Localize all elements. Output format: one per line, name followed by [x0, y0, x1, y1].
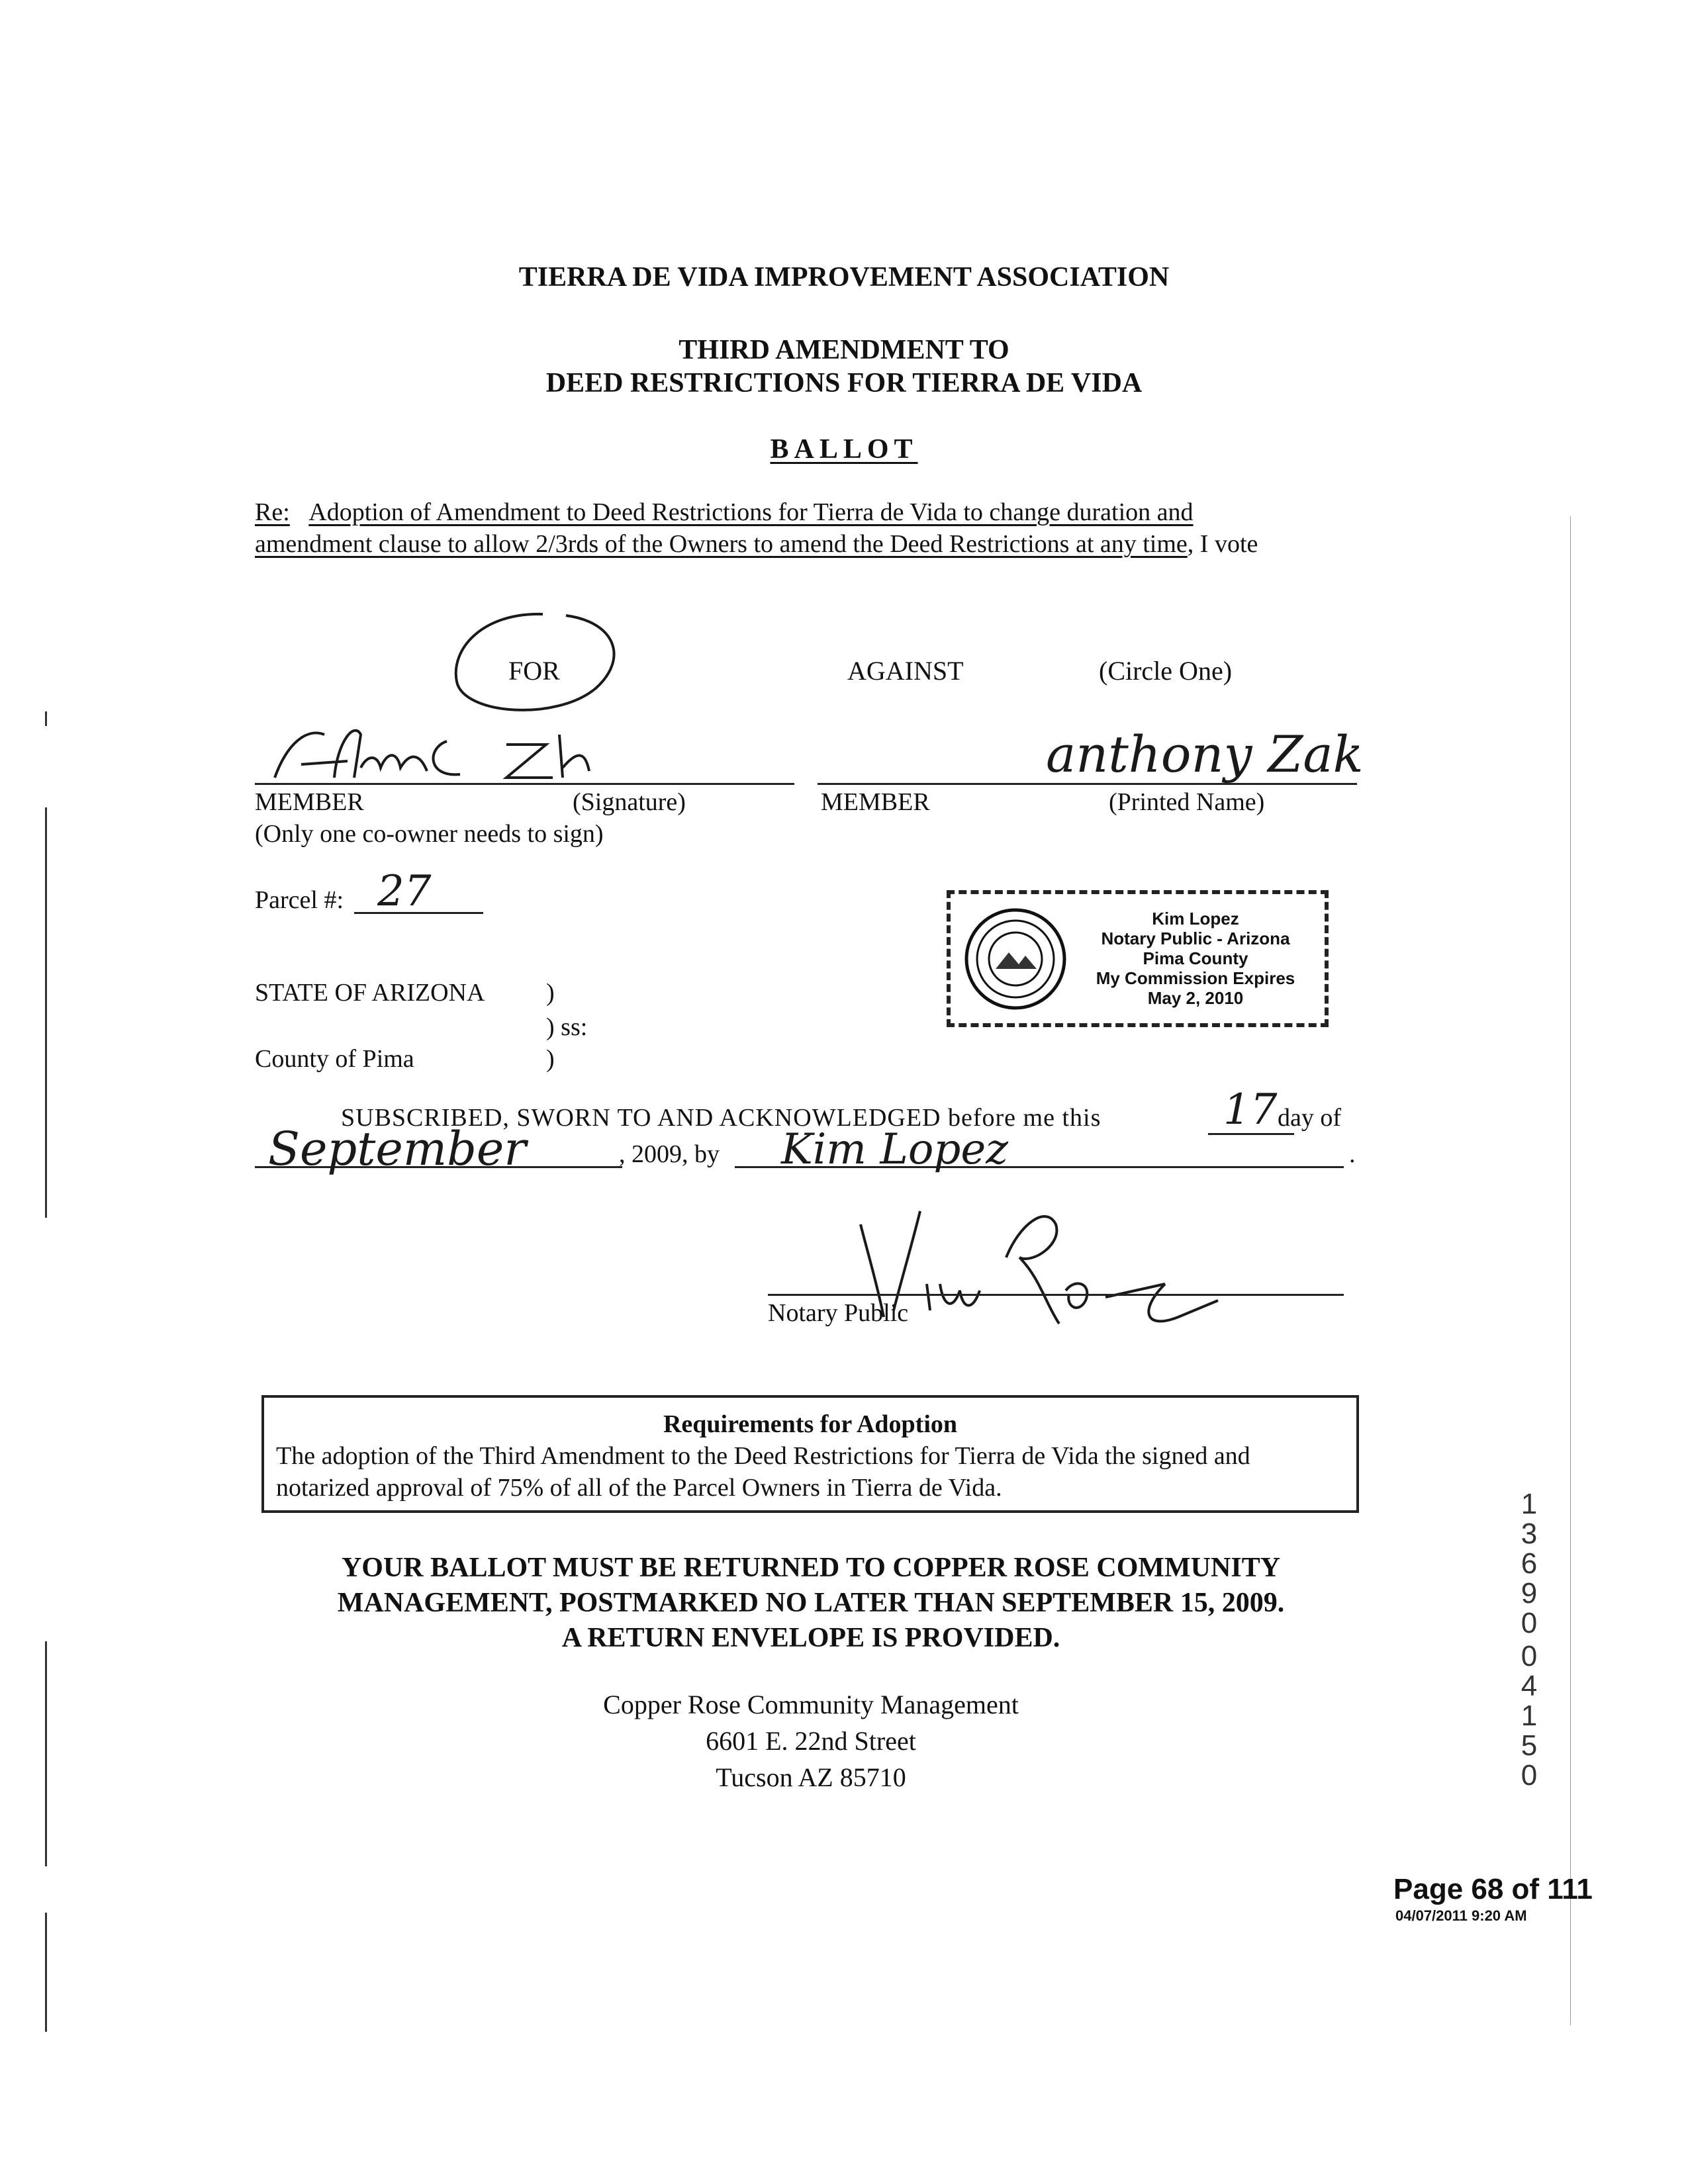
- requirements-body: The adoption of the Third Amendment to the Deed Restrictions for Tierra de Vida the signed and notarized approval of 75% of all of the Parcel Owners in Tierra de Vida.: [276, 1442, 1250, 1502]
- margin-mark: [45, 807, 47, 1218]
- arizona-seal-icon: [962, 906, 1068, 1012]
- stamp-commission: My Commission Expires: [1096, 968, 1295, 988]
- side-digit: 1: [1521, 1700, 1538, 1732]
- stamp-title: Notary Public - Arizona: [1101, 929, 1290, 948]
- vote-option-for[interactable]: FOR: [508, 656, 560, 686]
- venue-county: County of Pima: [255, 1045, 414, 1073]
- re-label: Re:: [255, 498, 290, 526]
- margin-mark: [1570, 516, 1571, 2025]
- re-text-tail: , I vote: [1187, 530, 1258, 558]
- side-digit: 6: [1521, 1547, 1538, 1580]
- side-digit: 1: [1521, 1488, 1538, 1520]
- side-digit: 5: [1521, 1729, 1538, 1762]
- jurat-period: .: [1349, 1140, 1356, 1168]
- address-company: Copper Rose Community Management: [603, 1690, 1019, 1719]
- signature-line: [255, 783, 794, 785]
- member-label-right: MEMBER: [821, 788, 930, 816]
- margin-mark: [45, 711, 47, 726]
- stamp-name: Kim Lopez: [1152, 909, 1239, 929]
- requirements-box: [261, 1395, 1359, 1513]
- venue-state: STATE OF ARIZONA: [255, 979, 485, 1007]
- amendment-title-line1: THIRD AMENDMENT TO: [679, 335, 1009, 365]
- return-notice-line1: YOUR BALLOT MUST BE RETURNED TO COPPER ROSE COMMUNITY: [341, 1553, 1281, 1583]
- venue-ss: ) ss:: [546, 1013, 588, 1041]
- signature-label: (Signature): [573, 788, 686, 816]
- day-value: 17: [1223, 1085, 1278, 1134]
- re-text-line1: Adoption of Amendment to Deed Restrictions for Tierra de Vida to change duration and: [308, 498, 1194, 526]
- side-number-group2: [1516, 1641, 1542, 1790]
- printed-name-line: [818, 783, 1357, 785]
- re-line1: [255, 498, 1367, 527]
- side-digit: 4: [1521, 1670, 1538, 1702]
- address-street: 6601 E. 22nd Street: [706, 1726, 916, 1756]
- notary-public-label: Notary Public: [768, 1299, 909, 1327]
- member-signature: [261, 715, 632, 788]
- notary-signature-line: [768, 1294, 1344, 1296]
- page-number: Page 68 of 111: [1393, 1873, 1593, 1905]
- stamp-county: Pima County: [1143, 948, 1248, 968]
- jurat-text: SUBSCRIBED, SWORN TO AND ACKNOWLEDGED before me this: [341, 1104, 1102, 1132]
- footer-timestamp: 04/07/2011 9:20 AM: [1395, 1907, 1527, 1924]
- parcel-value: 27: [377, 867, 432, 916]
- venue-paren-3: ): [546, 1045, 555, 1073]
- vote-option-against[interactable]: AGAINST: [847, 656, 964, 686]
- side-digit: 9: [1521, 1577, 1538, 1610]
- ballot-heading: BALLOT: [770, 434, 918, 465]
- re-text-line2: amendment clause to allow 2/3rds of the Owners to amend the Deed Restrictions at any time: [255, 530, 1188, 558]
- side-digit: 3: [1521, 1518, 1538, 1550]
- parcel-label: Parcel #:: [255, 886, 344, 914]
- printed-name-value: anthony Zak: [1046, 725, 1364, 784]
- margin-mark: [45, 1913, 47, 2032]
- re-line2: [255, 529, 1367, 559]
- return-notice-line3: A RETURN ENVELOPE IS PROVIDED.: [561, 1623, 1060, 1653]
- side-number-group1: [1516, 1489, 1542, 1638]
- side-digit: 0: [1521, 1759, 1538, 1792]
- by-value: Kim Lopez: [781, 1125, 1008, 1174]
- circle-one-note: (Circle One): [1099, 656, 1233, 686]
- org-title: TIERRA DE VIDA IMPROVEMENT ASSOCIATION: [518, 262, 1170, 293]
- jurat-day-of: day of: [1278, 1104, 1342, 1132]
- co-owner-note: (Only one co-owner needs to sign): [255, 820, 604, 848]
- return-notice-line2: MANAGEMENT, POSTMARKED NO LATER THAN SEPTEMBER 15, 2009.: [337, 1588, 1285, 1618]
- member-label-left: MEMBER: [255, 788, 364, 816]
- venue-paren-1: ): [546, 979, 555, 1007]
- month-value: September: [268, 1122, 526, 1176]
- address-city: Tucson AZ 85710: [716, 1762, 906, 1792]
- side-digit: 0: [1521, 1640, 1538, 1672]
- jurat-year-by: , 2009, by: [619, 1140, 720, 1168]
- side-digit: 0: [1521, 1607, 1538, 1639]
- amendment-title-line2: DEED RESTRICTIONS FOR TIERRA DE VIDA: [545, 368, 1143, 398]
- stamp-expires: May 2, 2010: [1147, 988, 1244, 1008]
- notary-stamp: [947, 890, 1329, 1027]
- requirements-title: Requirements for Adoption: [663, 1410, 958, 1438]
- printed-name-label: (Printed Name): [1109, 788, 1265, 816]
